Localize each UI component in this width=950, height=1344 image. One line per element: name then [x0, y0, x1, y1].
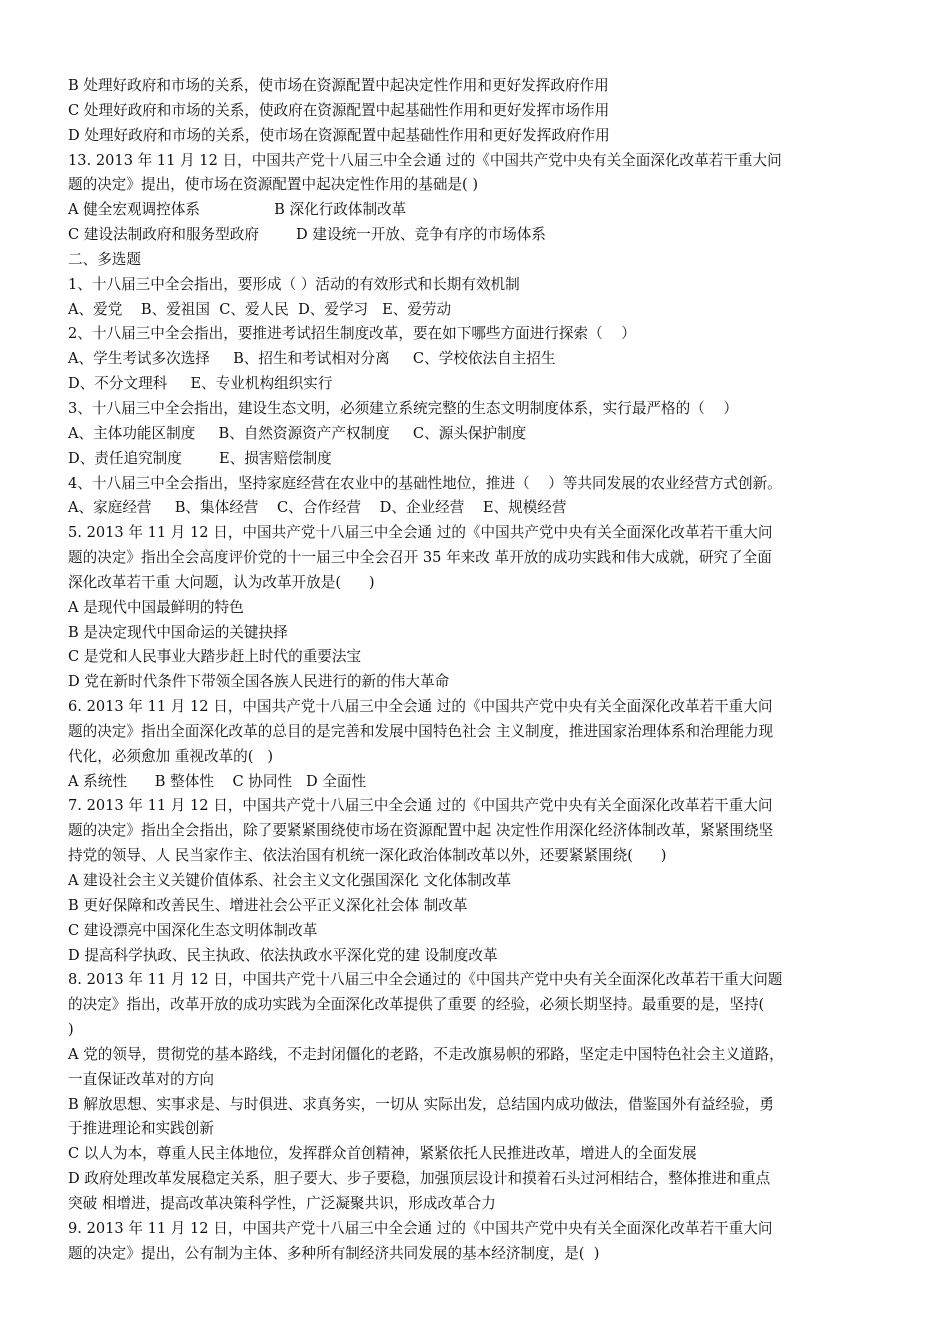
text-line: B 解放思想、实事求是、与时俱进、求真务实，一切从 实际出发，总结国内成功做法，借鉴国外有益经验，勇: [68, 1095, 774, 1113]
text-line: 6. 2013 年 11 月 12 日，中国共产党十八届三中全会通 过的《中国共产党中央有关全面深化改革若干重大问: [68, 698, 773, 716]
text-line: 题的决定》提出，使市场在资源配置中起决定性作用的基础是( ): [68, 176, 479, 194]
text-line: 题的决定》指出全会指出，除了要紧紧围绕使市场在资源配置中起 决定性作用深化经济体制改革，紧紧围绕坚: [68, 822, 774, 840]
text-line: C 建设法制政府和服务型政府 D 建设统一开放、竞争有序的市场体系: [68, 226, 546, 244]
text-line: A 是现代中国最鲜明的特色: [68, 598, 244, 616]
text-line: C 处理好政府和市场的关系，使政府在资源配置中起基础性作用和更好发挥市场作用: [68, 101, 610, 119]
document-body: [68, 74, 890, 1267]
text-line: 1、十八届三中全会指出，要形成（ ）活动的有效形式和长期有效机制: [68, 275, 520, 293]
text-line: C 是党和人民事业大踏步赶上时代的重要法宝: [68, 648, 362, 666]
text-line: 2、十八届三中全会指出，要推进考试招生制度改革，要在如下哪些方面进行探索（ ）: [68, 325, 636, 343]
text-line: 题的决定》指出全会高度评价党的十一届三中全会召开 35 年来改 革开放的成功实践和伟大成就，研究了全面: [68, 549, 772, 567]
text-line: B 更好保障和改善民生、增进社会公平正义深化社会体 制改革: [68, 896, 468, 914]
text-line: 突破 相增进，提高改革决策科学性，广泛凝聚共识，形成改革合力: [68, 1194, 496, 1212]
section-heading: 二、多选题: [68, 250, 141, 268]
text-line: ): [68, 1021, 74, 1039]
text-line: A、家庭经营 B、集体经营 C、合作经营 D、企业经营 E、规模经营: [68, 499, 567, 517]
text-line: 题的决定》提出，公有制为主体、多种所有制经济共同发展的基本经济制度，是( ): [68, 1244, 600, 1262]
text-line: B 处理好政府和市场的关系，使市场在资源配置中起决定性作用和更好发挥政府作用: [68, 77, 609, 94]
text-line: 4、十八届三中全会指出，坚持家庭经营在农业中的基础性地位，推进（ ）等共同发展的农业经营方式创新。: [68, 474, 782, 492]
text-line: A 党的领导，贯彻党的基本路线，不走封闭僵化的老路，不走改旗易帜的邪路，坚定走中国特色社会主义道路，: [68, 1045, 784, 1063]
text-line: 于推进理论和实践创新: [68, 1120, 214, 1138]
text-line: D 党在新时代条件下带领全国各族人民进行的新的伟大革命: [68, 673, 450, 691]
text-line: 7. 2013 年 11 月 12 日，中国共产党十八届三中全会通 过的《中国共产党中央有关全面深化改革若干重大问: [68, 797, 773, 815]
text-line: D、不分文理科 E、专业机构组织实行: [68, 375, 333, 393]
text-line: C 以人为本，尊重人民主体地位，发挥群众首创精神，紧紧依托人民推进改革，增进人的全面发展: [68, 1145, 697, 1163]
text-line: 题的决定》指出全面深化改革的总目的是完善和发展中国特色社会 主义制度，推进国家治理体系和治理能力现: [68, 722, 774, 740]
text-line: D、责任追究制度 E、损害赔偿制度: [68, 449, 332, 467]
text-line: A、爱党 B、爱祖国 C、爱人民 D、爱学习 E、爱劳动: [68, 300, 452, 318]
text-line: 5. 2013 年 11 月 12 日，中国共产党十八届三中全会通 过的《中国共产党中央有关全面深化改革若干重大问: [68, 524, 773, 542]
text-line: 3、十八届三中全会指出，建设生态文明，必须建立系统完整的生态文明制度体系，实行最严格的（ ）: [68, 399, 738, 417]
text-line: D 提高科学执政、民主执政、依法执政水平深化党的建 设制度改革: [68, 946, 498, 964]
text-line: A 建设社会主义关键价值体系、社会主义文化强国深化 文化体制改革: [68, 872, 512, 889]
text-line: A、主体功能区制度 B、自然资源资产产权制度 C、源头保护制度: [68, 424, 527, 442]
text-line: 13. 2013 年 11 月 12 日，中国共产党十八届三中全会通 过的《中国共产党中央有关全面深化改革若干重大问: [68, 151, 782, 169]
text-line: A 健全宏观调控体系 B 深化行政体制改革: [68, 201, 407, 219]
text-line: 一直保证改革对的方向: [68, 1070, 214, 1088]
text-line: 的决定》指出，改革开放的成功实践为全面深化改革提供了重要 的经验，必须长期坚持。最重要的是，坚持(: [68, 996, 765, 1014]
text-line: B 是决定现代中国命运的关键抉择: [68, 623, 288, 641]
text-line: C 建设漂亮中国深化生态文明体制改革: [68, 921, 318, 939]
text-line: 深化改革若干重 大问题，认为改革开放是( ): [68, 573, 375, 591]
text-line: A、学生考试多次选择 B、招生和考试相对分离 C、学校依法自主招生: [68, 350, 556, 368]
text-line: A 系统性 B 整体性 C 协同性 D 全面性: [68, 772, 367, 790]
text-line: D 政府处理改革发展稳定关系，胆子要大、步子要稳，加强顶层设计和摸着石头过河相结合，整体推进和重点: [68, 1170, 771, 1188]
text-line: 9. 2013 年 11 月 12 日，中国共产党十八届三中全会通 过的《中国共产党中央有关全面深化改革若干重大问: [68, 1219, 773, 1237]
text-line: 持党的领导、人 民当家作主、依法治国有机统一深化政治体制改革以外，还要紧紧围绕( ): [68, 847, 667, 865]
text-line: 代化，必须愈加 重视改革的( ): [68, 747, 274, 765]
text-line: 8. 2013 年 11 月 12 日，中国共产党十八届三中全会通过的《中国共产党中央有关全面深化改革若干重大问题: [68, 971, 783, 989]
text-line: D 处理好政府和市场的关系，使市场在资源配置中起基础性作用和更好发挥政府作用: [68, 126, 610, 144]
